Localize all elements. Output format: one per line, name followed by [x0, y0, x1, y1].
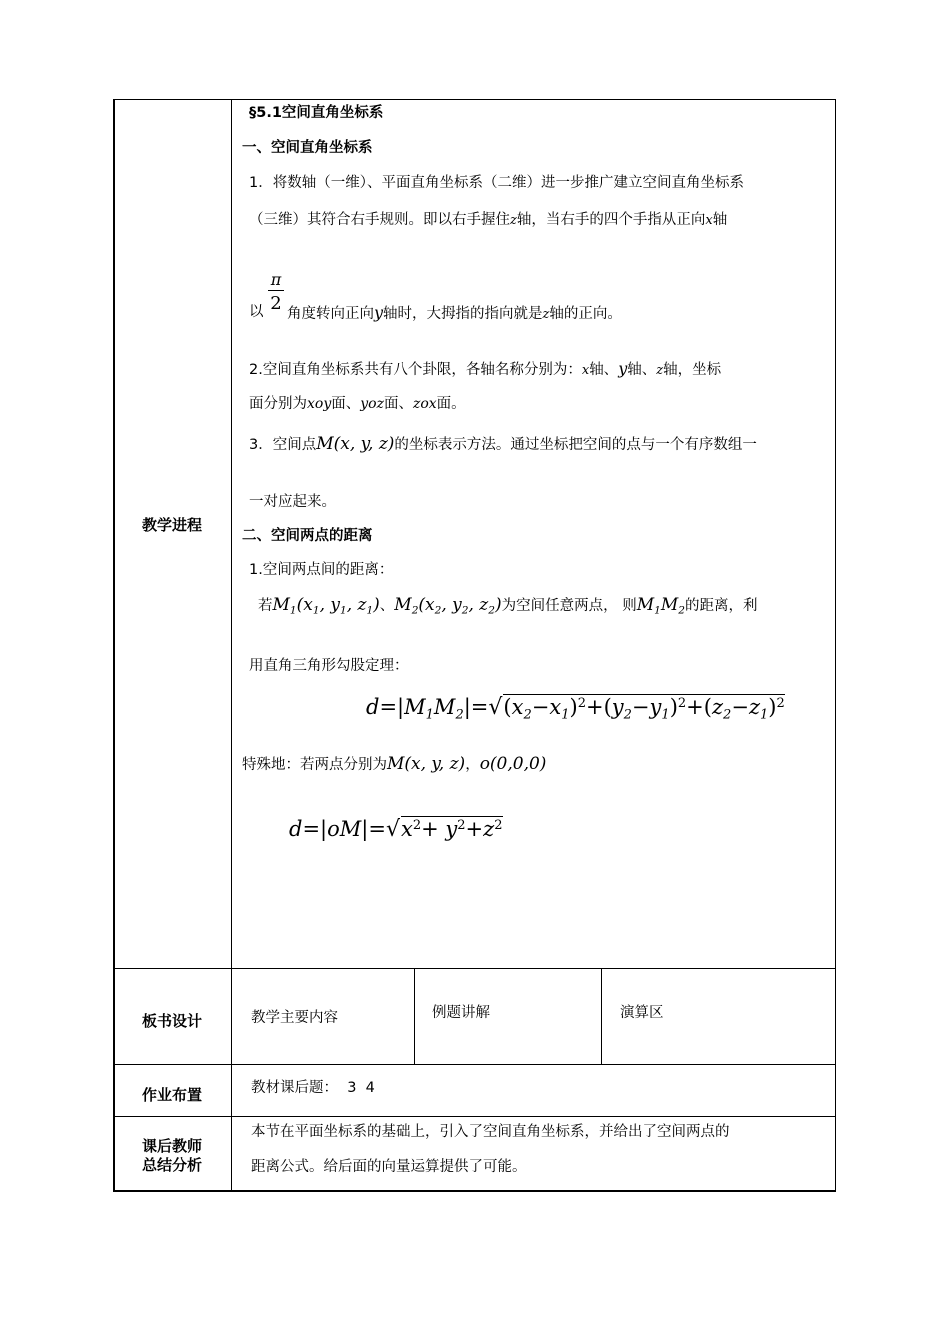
var-x: x: [705, 213, 713, 228]
summary-line-1: 本节在平面坐标系的基础上，引入了空间直角坐标系，并给出了空间两点的: [251, 1124, 730, 1140]
text: 3．空间点: [249, 437, 317, 453]
heading-coordinate-system: 一、空间直角坐标系: [242, 140, 373, 156]
paragraph-3-line-1: [249, 436, 757, 453]
text: 、: [379, 598, 395, 614]
board-column-examples: 例题讲解: [432, 1005, 490, 1021]
text: 的坐标表示方法。通过坐标把空间的点与一个有序数组一: [394, 437, 757, 453]
section-title: §5.1空间直角坐标系: [249, 105, 384, 121]
text: 特殊地：若两点分别为: [242, 757, 387, 773]
summary-label-line2: 总结分析: [141, 1156, 202, 1174]
row-divider: [113, 1116, 836, 1117]
text: 面。: [436, 396, 466, 412]
var-z: z: [656, 363, 664, 378]
text: 轴的正向。: [549, 306, 622, 322]
fraction-pi-over-2: [267, 270, 285, 314]
var-z: z: [542, 307, 550, 322]
fraction-bar: [268, 290, 284, 291]
text: ，: [465, 757, 480, 773]
paragraph-3-line-2: 一对应起来。: [249, 494, 336, 510]
paragraph-1-line-3: [287, 305, 622, 322]
paragraph-1-line-2: [249, 213, 727, 228]
point-M1: $M_1(x_1$, $y_1$, $z_1$): [272, 595, 380, 617]
label-column-divider: [231, 99, 232, 1192]
origin-point: o(0,0,0): [479, 754, 547, 774]
var-x: x: [581, 363, 590, 378]
point-M: M(x, y, z): [387, 754, 466, 774]
heading-two-point-distance: 二、空间两点的距离: [242, 528, 373, 544]
pythagoras-line: 用直角三角形勾股定理：: [249, 658, 409, 674]
distance-formula: $d=|M_1M_2|=√(x_2-x_1)^2+(y_2-y_1)^2+(z_2-z_1)^2$: [366, 695, 785, 723]
board-column-divider: [414, 968, 415, 1064]
special-case-line: [242, 756, 546, 773]
text: 角度转向正向: [287, 306, 374, 322]
row-label-teaching-progress: 教学进程: [141, 516, 202, 534]
text: 轴: [712, 212, 728, 228]
var-y: y: [374, 303, 384, 322]
text: 轴，坐标: [663, 362, 722, 378]
fraction-numerator: π: [270, 270, 282, 289]
segment-M1M2: $M_1M_2$: [636, 595, 685, 617]
point-M2: $M_2(x_2$, $y_2$, $z_2$): [394, 595, 502, 617]
row-label-board-design: 板书设计: [141, 1012, 202, 1030]
row-divider: [113, 968, 836, 969]
paragraph-1-line-1: 1．将数轴（一维）、平面直角坐标系（二维）进一步推广建立空间直角坐标系: [249, 175, 744, 191]
var-z: z: [510, 213, 517, 228]
row-divider: [113, 1064, 836, 1065]
board-column-workspace: 演算区: [620, 1005, 664, 1021]
text: 面、: [383, 396, 413, 412]
homework-text: 教材课后题： 3 4: [251, 1080, 375, 1096]
paragraph-2-line-2: [249, 397, 466, 412]
plane-yoz: yoz: [360, 396, 384, 412]
summary-line-2: 距离公式。给后面的向量运算提供了可能。: [251, 1159, 527, 1175]
text: 轴时，大拇指的指向就是: [383, 306, 543, 322]
text: （三维）其符合右手规则。即以右手握住: [249, 212, 510, 228]
board-column-divider: [601, 968, 602, 1064]
row-label-homework: 作业布置: [141, 1086, 202, 1104]
paragraph-1-line-3-prefix: 以: [249, 304, 264, 320]
paragraph-2-line-1: [249, 361, 721, 378]
plane-xoy: xoy: [307, 396, 332, 412]
text: 若: [258, 598, 273, 614]
summary-label-line1: 课后教师: [141, 1137, 202, 1155]
text: 的距离，利: [684, 598, 758, 614]
fraction-denominator: 2: [270, 293, 282, 314]
var-y: y: [618, 359, 628, 378]
text: 面分别为: [249, 396, 307, 412]
origin-distance-formula: $d=|oM|=√x^2+ y^2+z^2$: [289, 817, 503, 843]
point-M: M(x, y, z): [316, 434, 395, 454]
text: 2.空间直角坐标系共有八个卦限，各轴名称分别为：: [249, 362, 582, 378]
board-column-main-content: 教学主要内容: [251, 1010, 338, 1026]
text: 轴、: [589, 362, 619, 378]
plane-zox: zox: [412, 396, 437, 412]
text: 为空间任意两点， 则: [501, 598, 637, 614]
distance-intro: 1.空间两点间的距离：: [249, 562, 394, 578]
text: 面、: [331, 396, 361, 412]
text: 轴、: [627, 362, 657, 378]
text: 轴，当右手的四个手指从正向: [516, 212, 706, 228]
row-label-summary: [113, 1137, 231, 1175]
distance-points-line: [258, 597, 757, 616]
